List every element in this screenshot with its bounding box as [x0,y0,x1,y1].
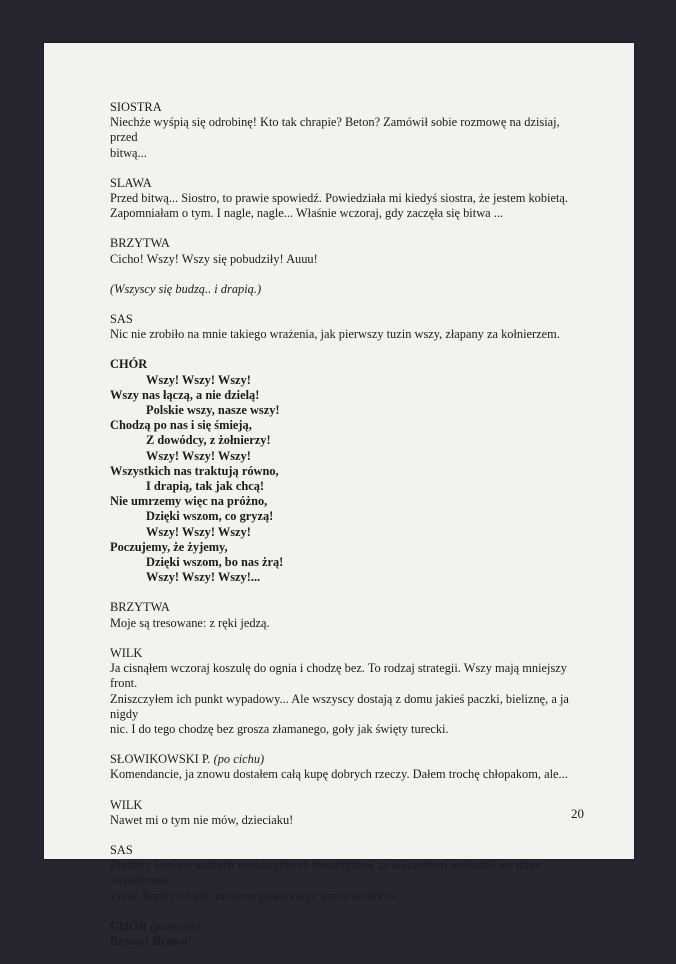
dialogue-line: Zapomniałam o tym. I nagle, nagle... Właśnie wczoraj, gdy zaczęła się bitwa ... [110,206,504,221]
song-line: Dzięki wszom, bo nas żrą! [146,555,284,570]
dialogue-block [110,176,580,222]
speaker-line [110,752,580,767]
song-line: Poczujemy, że żyjemy, [110,539,228,554]
dialogue-line: Niechże wyśpią się odrobinę! Kto tak chrapie? Beton? Zamówił sobie rozmowę na dzisiaj, przed [110,115,560,145]
song-line: Nie umrzemy więc na próżno, [110,494,268,509]
dialogue-line: bitwą... [110,145,147,160]
song-line: Wszy! Wszy! Wszy! [146,524,251,539]
speaker-name: SAS [110,842,133,857]
speaker-name: BRZYTWA [110,600,170,615]
song-line: Wszy! Wszy! Wszy!... [146,570,261,585]
dialogue-block [110,798,580,828]
page-content [110,100,580,964]
dialogue-line: Zniszczyłem ich punkt wypadowy... Ale wszyscy dostają z domu jakieś paczki, bieliznę, a ja nigdy [110,691,569,721]
dialogue-line: Poranny koncert naszych nieodstępnych towarzyszek za kołnierzem wzbudził we mnie świadomość [110,858,542,888]
dialogue-line: Ja cisnąłem wczoraj koszulę do ognia i chodzę bez. To rodzaj strategii. Wszy mają mniejszy front. [110,661,567,691]
dialogue-line: życia. Bądź co bądź, mogłem powiększyć grono aniołków... [110,888,408,903]
dialogue-line: Cicho! Wszy! Wszy się pobudziły! Auuu! [110,251,318,266]
song-line: Polskie wszy, nasze wszy! [146,403,280,418]
speaker-line [110,919,580,934]
speaker-direction: (panowie) [150,918,201,933]
dialogue-block [110,752,580,782]
speaker-name: SAS [110,312,133,327]
song-line: Wszystkich nas traktują równo, [110,463,279,478]
script-page [44,43,634,948]
dialogue-block [110,843,580,904]
speaker-name: SIOSTRA [110,100,162,114]
speaker-name: CHÓR [110,357,148,372]
song-line: Dzięki wszom, co gryzą! [146,509,274,524]
dialogue-block [110,100,580,161]
speaker-direction: (po cichu) [213,752,265,767]
speaker-name: SŁOWIKOWSKI P. [110,752,211,767]
stage-direction-block [110,282,580,297]
speaker-name: BRZYTWA [110,236,170,251]
dialogue-block [110,236,580,266]
song-line: Chodzą po nas i się śmieją, [110,418,252,433]
song-line: Wszy nas łączą, a nie dzielą! [110,387,260,402]
song-line: Wszy! Wszy! Wszy! [146,372,251,387]
dialogue-line: Nawet mi o tym nie mów, dzieciaku! [110,812,294,827]
speaker-name: SLAWA [110,175,152,190]
speaker-name: CHÓR [110,918,148,933]
dialogue-line: Komendancie, ja znowu dostałem całą kupę dobrych rzeczy. Dałem trochę chłopakom, ale... [110,767,568,782]
song-line: Z dowódcy, z żołnierzy! [146,433,271,448]
speaker-name: WILK [110,797,143,812]
dialogue-line: Nic nie zrobiło na mnie takiego wrażenia, jak pierwszy tuzin wszy, złapany za kołnierzem. [110,327,560,342]
dialogue-line: Moje są tresowane: z ręki jedzą. [110,615,270,630]
dialogue-block [110,919,580,949]
dialogue-block [110,646,580,737]
song-line: I drapią, tak jak chcą! [146,479,265,494]
speaker-name: WILK [110,645,143,660]
song-line: Wszy! Wszy! Wszy! [146,448,251,463]
stage-direction: (Wszyscy się budzą.. i drapią.) [110,281,262,296]
dialogue-block [110,600,580,630]
page-number: 20 [571,806,584,821]
chorus-song [110,357,580,585]
dialogue-line: Brawo! Brawo! [110,933,192,948]
dialogue-line: nic. I do tego chodzę bez grosza złamanego, goły jak święty turecki. [110,721,449,736]
dialogue-block [110,312,580,342]
dialogue-line: Przed bitwą... Siostro, to prawie spowiedź. Powiedziała mi kiedyś siostra, że jestem kobietą. [110,191,569,206]
